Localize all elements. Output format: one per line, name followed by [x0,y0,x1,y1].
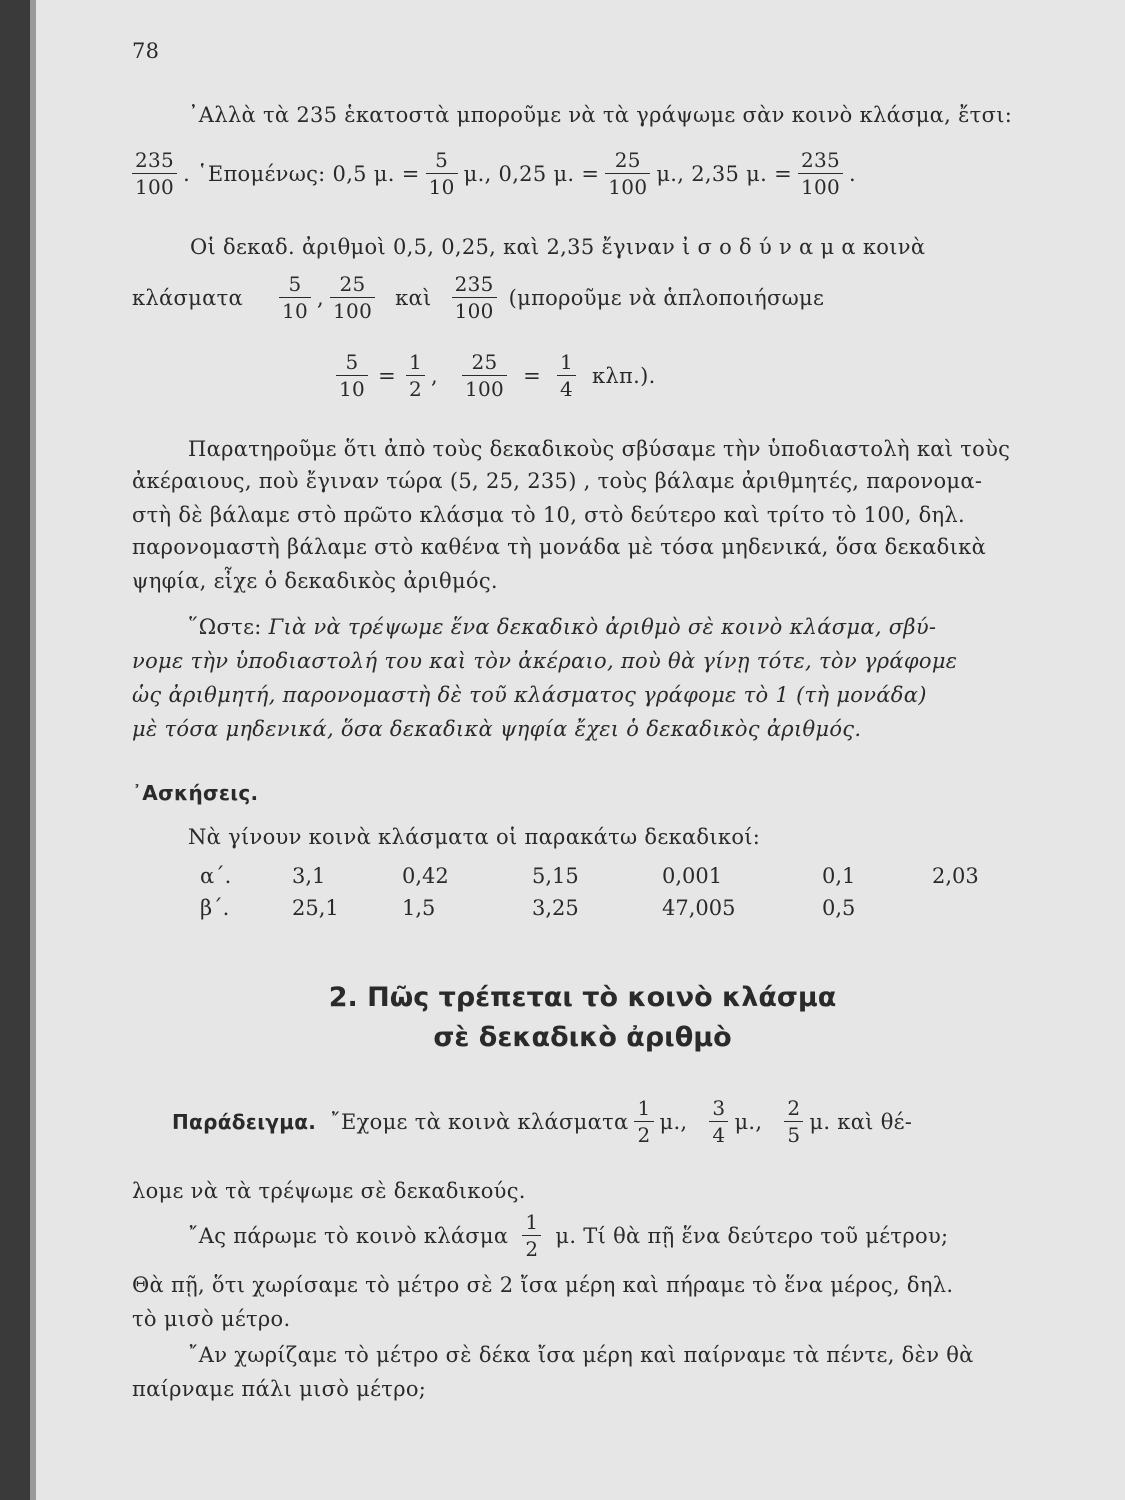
paragraph-3-line: στὴ δὲ βάλαμε στὸ πρῶτο κλάσμα τὸ 10, στὸ δεύτερο καὶ τρίτο τὸ 100, δηλ. [132,503,966,527]
paragraph-2: Οἱ δεκαδ. ἀριθμοὶ 0,5, 0,25, καὶ 2,35 ἔγιναν ἰ σ ο δ ύ ν α μ α κοινὰ [190,235,926,259]
exercise-row: α΄. 3,1 0,42 5,15 0,001 0,1 2,03 [200,864,979,888]
book-page [40,0,1125,1500]
fraction: $\frac{25}{100}$ [462,352,507,399]
fraction: $\frac{25}{100}$ [330,274,375,321]
paragraph-3-line: Παρατηροῦμε ὅτι ἀπὸ τοὺς δεκαδικοὺς σβύσαμε τὴν ὑποδιαστολὴ καὶ τοὺς [188,437,1011,461]
fraction: $\frac{3}{4}$ [709,1098,728,1145]
rule-line: ῞Ωστε: Γιὰ νὰ τρέψωμε ἕνα δεκαδικὸ ἀριθμὸ σὲ κοινὸ κλάσμα, σβύ- [188,615,937,639]
exercises-intro: Νὰ γίνουν κοινὰ κλάσματα οἱ παρακάτω δεκαδικοί: [188,825,761,849]
fraction: $\frac{235}{100}$ [798,150,843,197]
fraction: $\frac{2}{5}$ [784,1098,803,1145]
fraction: $\frac{1}{4}$ [557,352,576,399]
rule-line: μὲ τόσα μηδενικά, ὅσα δεκαδικὰ ψηφία ἔχει ὁ δεκαδικὸς ἀριθμός. [132,717,862,741]
fraction: $\frac{1}{2}$ [634,1098,653,1145]
rule-line: νομε τὴν ὑποδιαστολή του καὶ τὸν ἀκέραιο, ποὺ θὰ γίνῃ τότε, τὸν γράφομε [132,649,958,673]
exercises-table [200,860,1012,924]
book-spine-shadow [0,0,30,1500]
paragraph-6-line: τὸ μισὸ μέτρο. [132,1307,291,1331]
exercise-row: β΄. 25,1 1,5 3,25 47,005 0,5 [200,896,856,920]
paragraph-1: ᾿Αλλὰ τὰ 235 ἑκατοστὰ μποροῦμε νὰ τὰ γράψωμε σὰν κοινὸ κλάσμα, ἔτσι: [188,103,1013,127]
paragraph-7-line: ῎Αν χωρίζαμε τὸ μέτρο σὲ δέκα ἴσα μέρη καὶ παίρναμε τὰ πέντε, δὲν θὰ [188,1343,974,1367]
equation-line-3: $\frac{5}{10}$ = $\frac{1}{2}$ , $\frac{25}{100}$ = $\frac{1}{4}$ κλπ.). [330,352,656,399]
fraction: $\frac{5}{10}$ [426,150,458,197]
rule-line: ὡς ἀριθμητή, παρονομαστὴ δὲ τοῦ κλάσματος γράφομε τὸ 1 (τὴ μονάδα) [132,683,927,707]
fraction: $\frac{1}{2}$ [406,352,425,399]
paragraph-7-line: παίρναμε πάλι μισὸ μέτρο; [132,1377,427,1401]
fraction: $\frac{5}{10}$ [336,352,368,399]
example-line: Παράδειγμα. ῎Εχομε τὰ κοινὰ κλάσματα $\frac{1}{2}$ μ., $\frac{3}{4}$ μ., $\frac{2}{5}$ μ. καὶ θέ- [172,1096,913,1147]
section-subtitle: σὲ δεκαδικὸ ἀριθμὸ [433,1022,732,1053]
paragraph-3-line: ἀκέραιους, ποὺ ἔγιναν τώρα (5, 25, 235) , τοὺς βάλαμε ἀριθμητές, παρονομα- [132,469,983,493]
fraction: $\frac{5}{10}$ [279,274,311,321]
equation-line-1: $\frac{235}{100}$ . ῾Επομένως: 0,5 μ. = $\frac{5}{10}$ μ., 0,25 μ. = $\frac{25}{100}$ μ., 2,35 μ. = $\frac{235}{100}$ . [132,150,856,197]
section-title: 2. Πῶς τρέπεται τὸ κοινὸ κλάσμα [328,982,837,1013]
page-number: 78 [132,39,160,63]
fraction: $\frac{235}{100}$ [132,150,177,197]
paragraph-3-line: ψηφία, εἶχε ὁ δεκαδικὸς ἀριθμός. [132,569,498,593]
page-edge [30,0,36,1500]
fraction: $\frac{25}{100}$ [605,150,650,197]
paragraph-4: λομε νὰ τὰ τρέψωμε σὲ δεκαδικούς. [132,1179,526,1203]
paragraph-5: ῎Ας πάρωμε τὸ κοινὸ κλάσμα $\frac{1}{2}$ μ. Τί θὰ πῇ ἕνα δεύτερο τοῦ μέτρου; [188,1210,949,1261]
fraction: $\frac{1}{2}$ [522,1212,541,1259]
fraction: $\frac{235}{100}$ [452,274,497,321]
equation-line-2: κλάσματα $\frac{5}{10}$ , $\frac{25}{100}$ καὶ $\frac{235}{100}$ (μποροῦμε νὰ ἁπλοποιήσωμε [132,272,825,323]
paragraph-3-line: παρονομαστὴ βάλαμε στὸ καθένα τὴ μονάδα μὲ τόσα μηδενικά, ὅσα δεκαδικὰ [132,535,987,559]
exercises-heading: ᾿Ασκήσεις. [132,781,259,805]
example-label: Παράδειγμα. [172,1109,317,1134]
paragraph-6-line: Θὰ πῇ, ὅτι χωρίσαμε τὸ μέτρο σὲ 2 ἴσα μέρη καὶ πήραμε τὸ ἕνα μέρος, δηλ. [132,1273,954,1297]
